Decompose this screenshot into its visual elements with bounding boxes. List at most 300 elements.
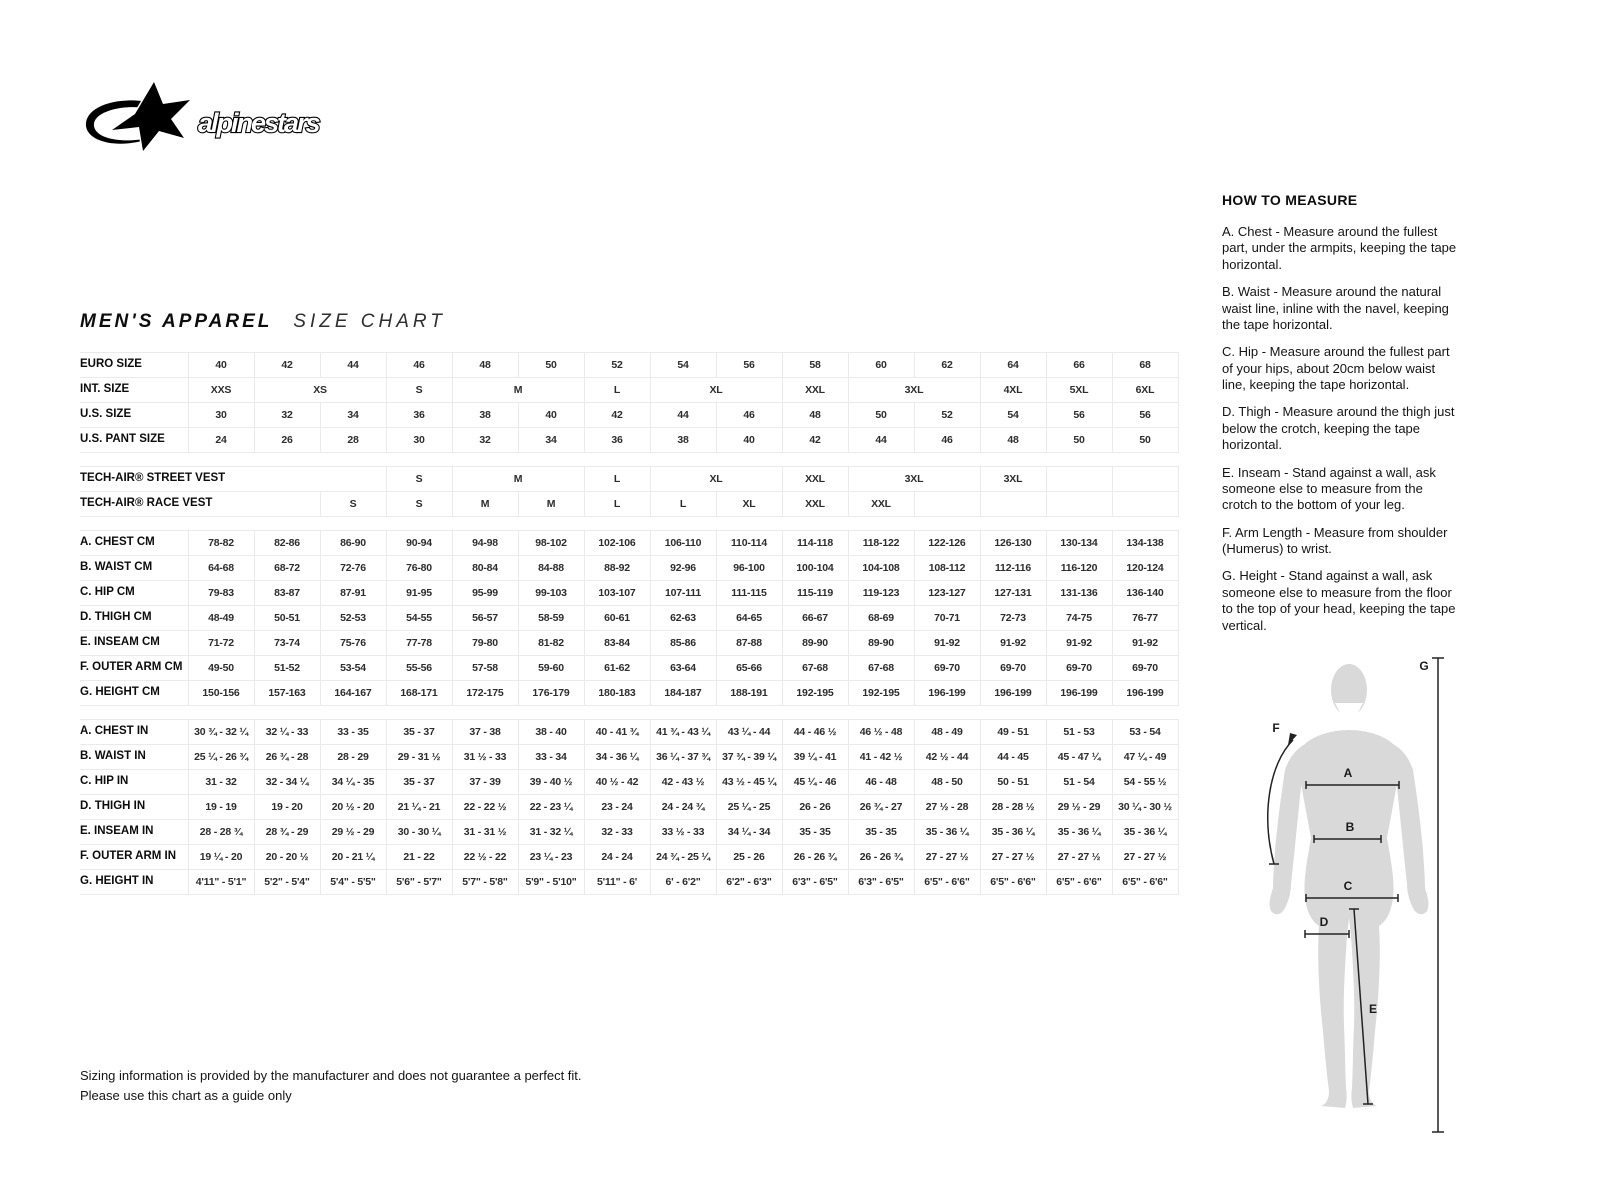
table-cell: 91-95 [386, 581, 452, 606]
logo-wordmark: alpinestars [198, 108, 319, 138]
table-cell: 192-195 [848, 681, 914, 706]
table-cell: 5'4" - 5'5" [320, 870, 386, 895]
table-row [80, 631, 1178, 656]
figure-label-waist: B [1345, 820, 1355, 834]
table-cell: 23 - 24 [584, 795, 650, 820]
table-cell: 34 ¼ - 35 [320, 770, 386, 795]
table-cell: XXL [848, 492, 914, 517]
table-cell [1112, 492, 1178, 517]
table-cell: 43 ¼ - 44 [716, 720, 782, 745]
table-cell: 28 - 28 ½ [980, 795, 1046, 820]
row-label: G. HEIGHT CM [80, 681, 188, 706]
table-cell: 76-80 [386, 556, 452, 581]
disclaimer-line-1: Sizing information is provided by the manufacturer and does not guarantee a perfect fit. [80, 1068, 582, 1083]
table-cell: 50 [1112, 428, 1178, 453]
table-cell: 126-130 [980, 531, 1046, 556]
table-cell: 35 - 35 [848, 820, 914, 845]
table-cell: 92-96 [650, 556, 716, 581]
table-row [80, 353, 1178, 378]
table-cell: 22 ½ - 22 [452, 845, 518, 870]
table-cell: 20 - 21 ¼ [320, 845, 386, 870]
body-diagram [1247, 646, 1457, 1146]
table-cell: 34 ¼ - 34 [716, 820, 782, 845]
measure-instruction-waist: B. Waist - Measure around the natural waist line, inline with the navel, keeping the tape horizontal. [1222, 284, 1449, 332]
table-cell: 48 [980, 428, 1046, 453]
table-cell: 134-138 [1112, 531, 1178, 556]
table-cell: 116-120 [1046, 556, 1112, 581]
table-cell: 46 - 48 [848, 770, 914, 795]
table-cell: 26 ¾ - 27 [848, 795, 914, 820]
table-cell: 3XL [980, 467, 1046, 492]
table-cell: XL [716, 492, 782, 517]
table-cell: 50 [1046, 428, 1112, 453]
table-cell: 58 [782, 353, 848, 378]
table-cell: 35 - 36 ¼ [1046, 820, 1112, 845]
table-cell: 25 ¼ - 25 [716, 795, 782, 820]
table-cell: 5XL [1046, 378, 1112, 403]
table-cell: 66 [1046, 353, 1112, 378]
table-cell: 26 - 26 ¾ [848, 845, 914, 870]
table-cell: 38 - 40 [518, 720, 584, 745]
table-cell: 40 [518, 403, 584, 428]
table-cell: 34 [518, 428, 584, 453]
table-cell: 46 [914, 428, 980, 453]
table-cell: 55-56 [386, 656, 452, 681]
table-cell: 44 - 45 [980, 745, 1046, 770]
table-cell: 87-88 [716, 631, 782, 656]
table-cell: 48 - 50 [914, 770, 980, 795]
table-cell: 51 - 54 [1046, 770, 1112, 795]
table-cell: 103-107 [584, 581, 650, 606]
table-cell: 102-106 [584, 531, 650, 556]
table-cell: 6XL [1112, 378, 1178, 403]
table-cell: 123-127 [914, 581, 980, 606]
table-cell: 32 ¼ - 33 [254, 720, 320, 745]
table-cell: 87-91 [320, 581, 386, 606]
table-cell: 32 - 33 [584, 820, 650, 845]
table-cell: 5'7" - 5'8" [452, 870, 518, 895]
how-to-measure-title: HOW TO MEASURE [1222, 192, 1358, 208]
table-cell: 196-199 [1046, 681, 1112, 706]
figure-label-chest: A [1343, 766, 1353, 780]
table-cell: 41 ¾ - 43 ¼ [650, 720, 716, 745]
table-cell: 6'2" - 6'3" [716, 870, 782, 895]
table-cell: 50 [848, 403, 914, 428]
table-cell: 60 [848, 353, 914, 378]
table-cell: 79-83 [188, 581, 254, 606]
size-chart-table [80, 352, 1179, 895]
table-cell: 36 [584, 428, 650, 453]
table-cell: 65-66 [716, 656, 782, 681]
table-cell: 32 [254, 403, 320, 428]
table-cell: 21 - 22 [386, 845, 452, 870]
table-cell: 40 - 41 ¾ [584, 720, 650, 745]
table-cell: 28 - 29 [320, 745, 386, 770]
table-cell: 48 [452, 353, 518, 378]
table-cell: S [386, 467, 452, 492]
table-cell: 46 [386, 353, 452, 378]
table-cell: 54 [980, 403, 1046, 428]
table-cell: 28 [320, 428, 386, 453]
table-cell: 52 [584, 353, 650, 378]
table-cell: XL [650, 467, 782, 492]
table-cell: 73-74 [254, 631, 320, 656]
table-cell: 99-103 [518, 581, 584, 606]
table-cell: 44 - 46 ½ [782, 720, 848, 745]
group-spacer-cell [80, 517, 1178, 531]
table-cell: 89-90 [782, 631, 848, 656]
table-cell: 71-72 [188, 631, 254, 656]
table-row [80, 467, 1178, 492]
table-cell: 131-136 [1046, 581, 1112, 606]
table-cell: 28 ¾ - 29 [254, 820, 320, 845]
table-cell: 46 ½ - 48 [848, 720, 914, 745]
table-cell: 33 - 34 [518, 745, 584, 770]
table-cell: 42 [254, 353, 320, 378]
table-row [80, 378, 1178, 403]
row-label: C. HIP IN [80, 770, 188, 795]
table-cell: 38 [650, 428, 716, 453]
table-cell: 89-90 [848, 631, 914, 656]
table-cell: 42 ½ - 44 [914, 745, 980, 770]
table-cell: 47 ¼ - 49 [1112, 745, 1178, 770]
table-cell: 37 - 38 [452, 720, 518, 745]
table-cell: 68 [1112, 353, 1178, 378]
table-cell: 19 ¼ - 20 [188, 845, 254, 870]
measure-instruction-height: G. Height - Stand against a wall, ask someone else to measure from the floor to the top of your head, keeping the tape vertical. [1222, 568, 1456, 633]
table-cell: 188-191 [716, 681, 782, 706]
row-label: TECH-AIR® STREET VEST [80, 467, 386, 492]
table-cell: 192-195 [782, 681, 848, 706]
table-cell: 44 [848, 428, 914, 453]
table-cell: 104-108 [848, 556, 914, 581]
table-cell: 112-116 [980, 556, 1046, 581]
table-cell: 59-60 [518, 656, 584, 681]
row-label: G. HEIGHT IN [80, 870, 188, 895]
table-cell: 27 - 27 ½ [1112, 845, 1178, 870]
table-cell: 31 ½ - 33 [452, 745, 518, 770]
table-cell: 85-86 [650, 631, 716, 656]
table-cell: 6'5" - 6'6" [1046, 870, 1112, 895]
table-cell: 90-94 [386, 531, 452, 556]
table-cell: 24 - 24 ¾ [650, 795, 716, 820]
table-cell: 6' - 6'2" [650, 870, 716, 895]
table-cell: 76-77 [1112, 606, 1178, 631]
table-cell: 56-57 [452, 606, 518, 631]
table-cell: 32 - 34 ¼ [254, 770, 320, 795]
table-cell: 110-114 [716, 531, 782, 556]
table-cell: 34 [320, 403, 386, 428]
table-cell: 164-167 [320, 681, 386, 706]
row-label: D. THIGH CM [80, 606, 188, 631]
table-cell: L [584, 378, 650, 403]
table-cell: 30 ¼ - 30 ½ [1112, 795, 1178, 820]
table-cell: 31 - 32 [188, 770, 254, 795]
table-cell: 44 [320, 353, 386, 378]
table-cell: 120-124 [1112, 556, 1178, 581]
table-cell: XS [254, 378, 386, 403]
table-cell: 30 [188, 403, 254, 428]
table-row [80, 492, 1178, 517]
table-cell: 5'11" - 6' [584, 870, 650, 895]
table-cell: 57-58 [452, 656, 518, 681]
table-cell: 69-70 [1112, 656, 1178, 681]
height-measure-line [1432, 658, 1444, 1132]
table-cell: 19 - 20 [254, 795, 320, 820]
table-cell: 53-54 [320, 656, 386, 681]
table-cell: 48-49 [188, 606, 254, 631]
table-row [80, 681, 1178, 706]
table-cell: 80-84 [452, 556, 518, 581]
table-cell: 49-50 [188, 656, 254, 681]
table-cell: 33 ½ - 33 [650, 820, 716, 845]
table-cell: 38 [452, 403, 518, 428]
table-cell: 36 ¼ - 37 ¾ [650, 745, 716, 770]
table-cell: 184-187 [650, 681, 716, 706]
measure-instruction-arm-length: F. Arm Length - Measure from shoulder (Humerus) to wrist. [1222, 524, 1448, 556]
page-title [80, 298, 446, 335]
table-cell: 50 [518, 353, 584, 378]
table-cell: 168-171 [386, 681, 452, 706]
table-cell: 196-199 [980, 681, 1046, 706]
table-row [80, 531, 1178, 556]
table-cell: 108-112 [914, 556, 980, 581]
table-row [80, 845, 1178, 870]
table-cell: 5'9" - 5'10" [518, 870, 584, 895]
table-row [80, 870, 1178, 895]
table-cell [1046, 492, 1112, 517]
table-cell: 64-65 [716, 606, 782, 631]
table-row [80, 606, 1178, 631]
table-cell: 19 - 19 [188, 795, 254, 820]
table-cell: 5'2" - 5'4" [254, 870, 320, 895]
table-cell: 27 ½ - 28 [914, 795, 980, 820]
table-cell: 52-53 [320, 606, 386, 631]
table-cell: 106-110 [650, 531, 716, 556]
table-cell: 72-73 [980, 606, 1046, 631]
table-cell: 54 [650, 353, 716, 378]
table-cell: 44 [650, 403, 716, 428]
table-cell: 61-62 [584, 656, 650, 681]
disclaimer [80, 1066, 582, 1106]
table-cell: 29 ½ - 29 [320, 820, 386, 845]
table-cell: 114-118 [782, 531, 848, 556]
table-cell: 111-115 [716, 581, 782, 606]
table-cell: 26 - 26 [782, 795, 848, 820]
table-cell: 3XL [848, 467, 980, 492]
table-cell: 54-55 [386, 606, 452, 631]
table-cell: 30 - 30 ¼ [386, 820, 452, 845]
table-cell: 84-88 [518, 556, 584, 581]
table-cell: 79-80 [452, 631, 518, 656]
table-cell: 196-199 [914, 681, 980, 706]
table-cell: 39 - 40 ½ [518, 770, 584, 795]
table-cell: 94-98 [452, 531, 518, 556]
table-cell: 67-68 [848, 656, 914, 681]
table-cell: 39 ¼ - 41 [782, 745, 848, 770]
table-cell: 48 [782, 403, 848, 428]
table-cell: 81-82 [518, 631, 584, 656]
row-label: C. HIP CM [80, 581, 188, 606]
table-cell: 30 ¾ - 32 ¼ [188, 720, 254, 745]
table-cell: S [386, 378, 452, 403]
table-cell: 136-140 [1112, 581, 1178, 606]
table-cell: M [518, 492, 584, 517]
table-cell: 29 - 31 ½ [386, 745, 452, 770]
table-cell: M [452, 378, 584, 403]
table-cell: 27 - 27 ½ [914, 845, 980, 870]
table-cell: 69-70 [980, 656, 1046, 681]
table-cell: 58-59 [518, 606, 584, 631]
table-cell: 70-71 [914, 606, 980, 631]
table-cell: 118-122 [848, 531, 914, 556]
table-cell: 72-76 [320, 556, 386, 581]
row-label: E. INSEAM CM [80, 631, 188, 656]
table-cell: 62-63 [650, 606, 716, 631]
figure-label-arm: F [1272, 721, 1280, 735]
table-cell [914, 492, 980, 517]
table-cell: 21 ¼ - 21 [386, 795, 452, 820]
alpinestars-logo [78, 80, 346, 163]
table-cell: 42 - 43 ½ [650, 770, 716, 795]
table-cell: 176-179 [518, 681, 584, 706]
table-cell: 23 ¼ - 23 [518, 845, 584, 870]
table-cell: 35 - 36 ¼ [1112, 820, 1178, 845]
group-spacer [80, 517, 1178, 531]
table-cell: 24 ¾ - 25 ¼ [650, 845, 716, 870]
table-cell: 56 [1046, 403, 1112, 428]
table-cell: 95-99 [452, 581, 518, 606]
table-cell: 35 - 36 ¼ [980, 820, 1046, 845]
table-cell: 127-131 [980, 581, 1046, 606]
table-cell: 100-104 [782, 556, 848, 581]
measure-instruction-thigh: D. Thigh - Measure around the thigh just below the crotch, keeping the tape horizontal. [1222, 404, 1455, 453]
table-cell: 91-92 [1046, 631, 1112, 656]
table-cell: 27 - 27 ½ [1046, 845, 1112, 870]
table-cell: XXS [188, 378, 254, 403]
table-cell: 50-51 [254, 606, 320, 631]
row-label: U.S. PANT SIZE [80, 428, 188, 453]
measure-instruction-chest: A. Chest - Measure around the fullest part, under the armpits, keeping the tape horizontal. [1222, 224, 1457, 272]
how-to-measure-panel [1222, 192, 1460, 645]
table-cell: 24 [188, 428, 254, 453]
table-cell: 86-90 [320, 531, 386, 556]
table-cell: 26 ¾ - 28 [254, 745, 320, 770]
table-cell: 68-72 [254, 556, 320, 581]
table-row [80, 745, 1178, 770]
table-cell: S [386, 492, 452, 517]
group-spacer-cell [80, 453, 1178, 467]
table-cell: 6'3" - 6'5" [782, 870, 848, 895]
table-cell: 82-86 [254, 531, 320, 556]
table-cell: 54 - 55 ½ [1112, 770, 1178, 795]
table-cell: 40 [188, 353, 254, 378]
table-cell: 180-183 [584, 681, 650, 706]
measure-instruction-hip: C. Hip - Measure around the fullest part of your hips, about 20cm below waist line, keeping the tape horizontal. [1222, 344, 1450, 392]
table-cell [1112, 467, 1178, 492]
table-cell: 42 [782, 428, 848, 453]
table-cell: 30 [386, 428, 452, 453]
table-cell: 119-123 [848, 581, 914, 606]
table-row [80, 820, 1178, 845]
table-cell: 91-92 [1112, 631, 1178, 656]
row-label: A. CHEST IN [80, 720, 188, 745]
table-cell: 5'6" - 5'7" [386, 870, 452, 895]
group-spacer [80, 706, 1178, 720]
table-cell: 50 - 51 [980, 770, 1046, 795]
table-cell: 26 - 26 ¾ [782, 845, 848, 870]
table-cell: 35 - 37 [386, 770, 452, 795]
table-cell: 24 - 24 [584, 845, 650, 870]
table-cell: 83-84 [584, 631, 650, 656]
table-cell: 53 - 54 [1112, 720, 1178, 745]
table-cell: 56 [716, 353, 782, 378]
table-cell: 20 - 20 ½ [254, 845, 320, 870]
table-cell: 36 [386, 403, 452, 428]
table-cell [980, 492, 1046, 517]
table-cell: 52 [914, 403, 980, 428]
table-cell: 66-67 [782, 606, 848, 631]
table-cell: 35 - 35 [782, 820, 848, 845]
table-cell: 74-75 [1046, 606, 1112, 631]
table-cell: 91-92 [914, 631, 980, 656]
table-cell: 35 - 36 ¼ [914, 820, 980, 845]
table-cell: 75-76 [320, 631, 386, 656]
table-cell: 32 [452, 428, 518, 453]
table-cell: 42 [584, 403, 650, 428]
table-cell: 196-199 [1112, 681, 1178, 706]
table-cell: 4XL [980, 378, 1046, 403]
table-cell: 63-64 [650, 656, 716, 681]
alpinestars-logo-icon [78, 80, 346, 158]
table-cell: 51 - 53 [1046, 720, 1112, 745]
table-cell: 31 - 31 ½ [452, 820, 518, 845]
page-title-secondary: SIZE CHART [293, 311, 446, 332]
table-cell: 37 - 39 [452, 770, 518, 795]
table-cell: 6'3" - 6'5" [848, 870, 914, 895]
table-cell: 77-78 [386, 631, 452, 656]
table-row [80, 428, 1178, 453]
table-cell: 91-92 [980, 631, 1046, 656]
table-cell: 83-87 [254, 581, 320, 606]
row-label: B. WAIST IN [80, 745, 188, 770]
table-cell: 22 - 23 ¼ [518, 795, 584, 820]
table-cell: 22 - 22 ½ [452, 795, 518, 820]
table-cell: 122-126 [914, 531, 980, 556]
table-cell: 130-134 [1046, 531, 1112, 556]
table-cell: 46 [716, 403, 782, 428]
table-cell: 40 [716, 428, 782, 453]
table-cell: XL [650, 378, 782, 403]
table-row [80, 556, 1178, 581]
table-cell: M [452, 492, 518, 517]
table-cell: 40 ½ - 42 [584, 770, 650, 795]
table-cell: 45 ¼ - 46 [782, 770, 848, 795]
table-cell: 78-82 [188, 531, 254, 556]
row-label: EURO SIZE [80, 353, 188, 378]
table-cell [1046, 467, 1112, 492]
table-cell: 33 - 35 [320, 720, 386, 745]
table-cell: 69-70 [914, 656, 980, 681]
table-cell: 98-102 [518, 531, 584, 556]
table-cell: 4'11" - 5'1" [188, 870, 254, 895]
group-spacer-cell [80, 706, 1178, 720]
table-cell: 6'5" - 6'6" [980, 870, 1046, 895]
table-cell: 68-69 [848, 606, 914, 631]
table-cell: 67-68 [782, 656, 848, 681]
table-cell: 51-52 [254, 656, 320, 681]
table-cell: 26 [254, 428, 320, 453]
